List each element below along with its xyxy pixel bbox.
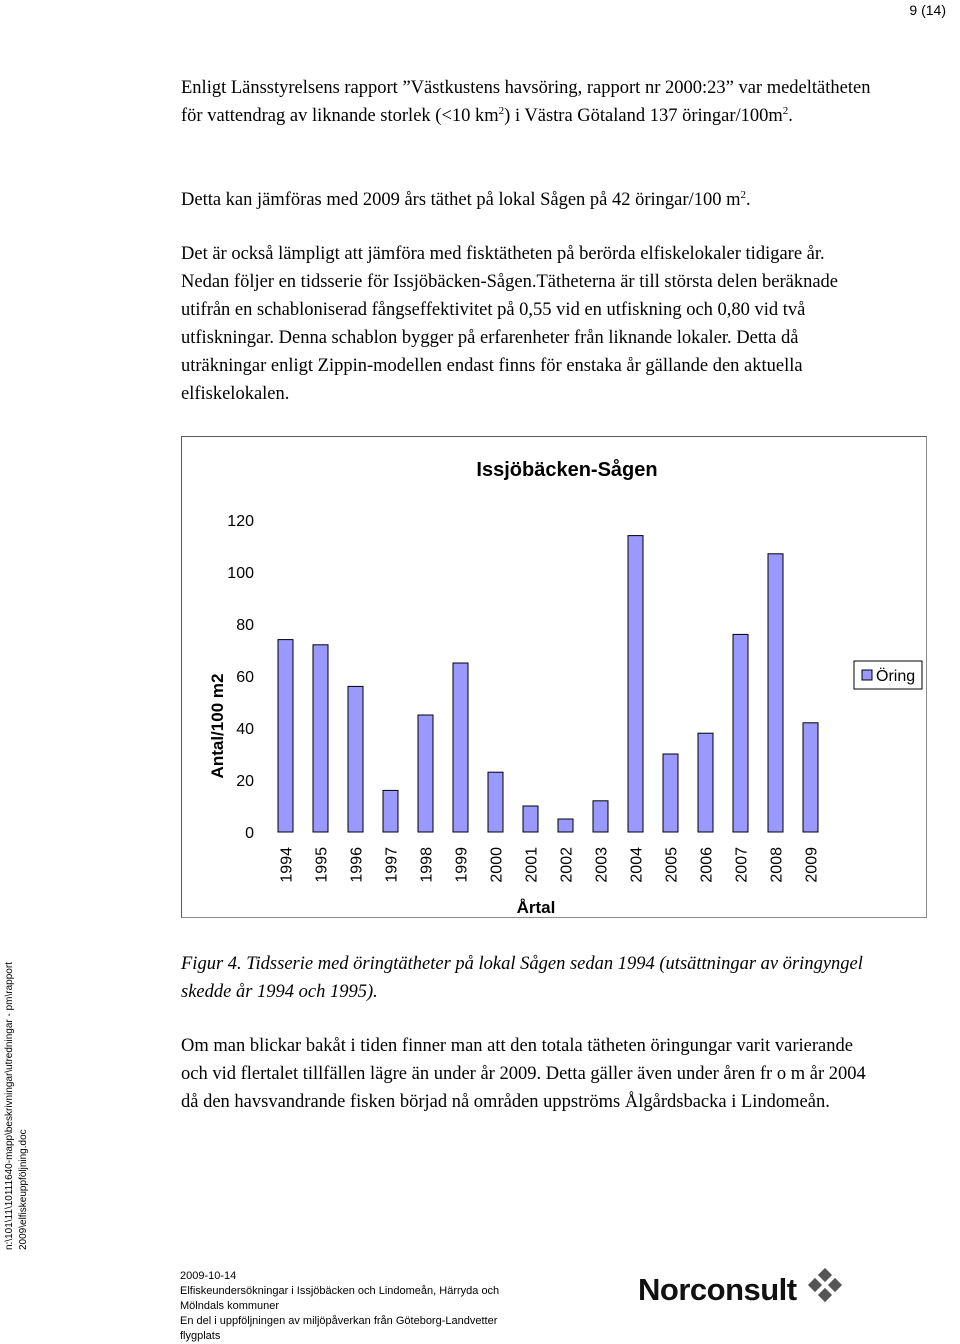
bar-2008 — [768, 554, 783, 832]
x-tick-label: 1994 — [278, 847, 296, 883]
x-tick-label: 2000 — [488, 847, 506, 883]
y-tick-label: 0 — [245, 825, 254, 842]
x-tick-label: 1998 — [418, 847, 436, 883]
file-path-line-2: 2009\elfiskeuppföljning.doc — [18, 1129, 29, 1250]
legend-swatch — [862, 670, 872, 680]
bar-chart — [181, 436, 927, 918]
logo-text: Norconsult — [638, 1272, 797, 1307]
bar-2001 — [523, 806, 538, 832]
y-tick-label: 20 — [236, 773, 254, 790]
x-tick-label: 1996 — [348, 847, 366, 883]
x-tick-label: 2002 — [558, 847, 576, 883]
y-tick-label: 60 — [236, 669, 254, 686]
bar-1997 — [383, 790, 398, 832]
x-tick-label: 2001 — [523, 847, 541, 883]
x-tick-label: 2003 — [593, 847, 611, 883]
y-tick-label: 40 — [236, 721, 254, 738]
superscript: 2 — [740, 188, 746, 201]
file-path-line-1: n:\101\11\10111640-mapp\beskrivningar\utredningar - pm\rapport — [4, 962, 15, 1250]
bar-2005 — [663, 754, 678, 832]
chart-canvas — [182, 437, 926, 917]
y-axis-label: Antal/100 m2 — [208, 673, 227, 779]
footer — [180, 1269, 499, 1344]
page-number: 9 (14) — [909, 2, 946, 18]
footer-line-2: Mölndals kommuner — [180, 1300, 280, 1312]
x-tick-label: 2008 — [768, 847, 786, 883]
x-tick-label: 2009 — [803, 847, 821, 883]
bar-2000 — [488, 772, 503, 832]
norconsult-logo — [638, 1268, 848, 1310]
y-tick-label: 80 — [236, 617, 254, 634]
bar-2004 — [628, 536, 643, 832]
superscript: 2 — [782, 104, 789, 117]
bar-1998 — [418, 715, 433, 832]
y-tick-label: 100 — [227, 565, 254, 582]
x-tick-label: 1995 — [313, 847, 331, 883]
legend-label: Öring — [876, 668, 916, 685]
bar-2002 — [558, 819, 573, 832]
x-tick-label: 2006 — [698, 847, 716, 883]
y-tick-label: 120 — [227, 513, 254, 530]
paragraph-text: Detta kan jämföras med 2009 års täthet på lokal Sågen på 42 öringar/100 m — [181, 190, 741, 210]
x-tick-label: 2007 — [733, 847, 751, 883]
footer-line-4: flygplats — [180, 1330, 221, 1342]
bar-2006 — [698, 733, 713, 832]
figure-caption: Figur 4. Tidsserie med öringtätheter på lokal Sågen sedan 1994 (utsättningar av öringyngel skedde år 1994 och 1995). — [181, 954, 863, 1002]
paragraph-density-report — [181, 74, 871, 130]
paragraph-conclusion: Om man blickar bakåt i tiden finner man att den totala tätheten öringungar varit varierande och vid flertalet tillfällen lägre än under år 2009. Detta gäller även under åren fr o m år 2004 då den havsvandrande fisken börjad nå områden uppströms Ålgårdsbacka i Lindomeån. — [181, 1036, 866, 1112]
bar-1995 — [313, 645, 328, 832]
bar-1994 — [278, 640, 293, 832]
paragraph-text: Enligt Länsstyrelsens rapport ”Västkustens havsöring, rapport nr 2000:23” var medeltätheten för vattendrag av liknande storlek (<10 km — [181, 78, 871, 126]
logo-diamond-icon — [806, 1268, 846, 1308]
bar-2003 — [593, 801, 608, 832]
footer-line-1: Elfiskeundersökningar i Issjöbäcken och Lindomeån, Härryda och — [180, 1285, 500, 1297]
paragraph-comparison — [181, 186, 871, 214]
footer-line-3: En del i uppföljningen av miljöpåverkan från Göteborg-Landvetter — [180, 1315, 498, 1327]
x-tick-label: 2005 — [663, 847, 681, 883]
x-tick-label: 1999 — [453, 847, 471, 883]
bar-1999 — [453, 663, 468, 832]
bar-1996 — [348, 686, 363, 832]
x-axis-label: Årtal — [516, 898, 556, 917]
paragraph-text: . — [745, 190, 751, 210]
paragraph-time-series-intro: Det är också lämpligt att jämföra med fisktätheten på berörda elfiskelokaler tidigare år. Nedan följer en tidsserie för Issjöbäcken-Sågen.Tätheterna är till största delen beräknade utifrån en schabloniserad fångseffektivitet på 0,55 vid en utfiskning och 0,80 vid två utfiskningar. Denna schablon bygger på erfarenheter från liknande lokaler. Detta då uträkningar enligt Zippin-modellen endast finns för enstaka år gällande den aktuella elfiskelokalen. — [181, 244, 838, 404]
footer-date: 2009-10-14 — [180, 1270, 237, 1282]
paragraph-text: ) i Västra Götaland 137 öringar/100m — [504, 106, 783, 126]
x-tick-label: 2004 — [628, 847, 646, 883]
paragraph-text: . — [788, 106, 793, 126]
bar-2009 — [803, 723, 818, 832]
superscript: 2 — [498, 104, 505, 117]
x-tick-label: 1997 — [383, 847, 401, 883]
bar-2007 — [733, 634, 748, 832]
chart-title: Issjöbäcken-Sågen — [476, 459, 658, 481]
